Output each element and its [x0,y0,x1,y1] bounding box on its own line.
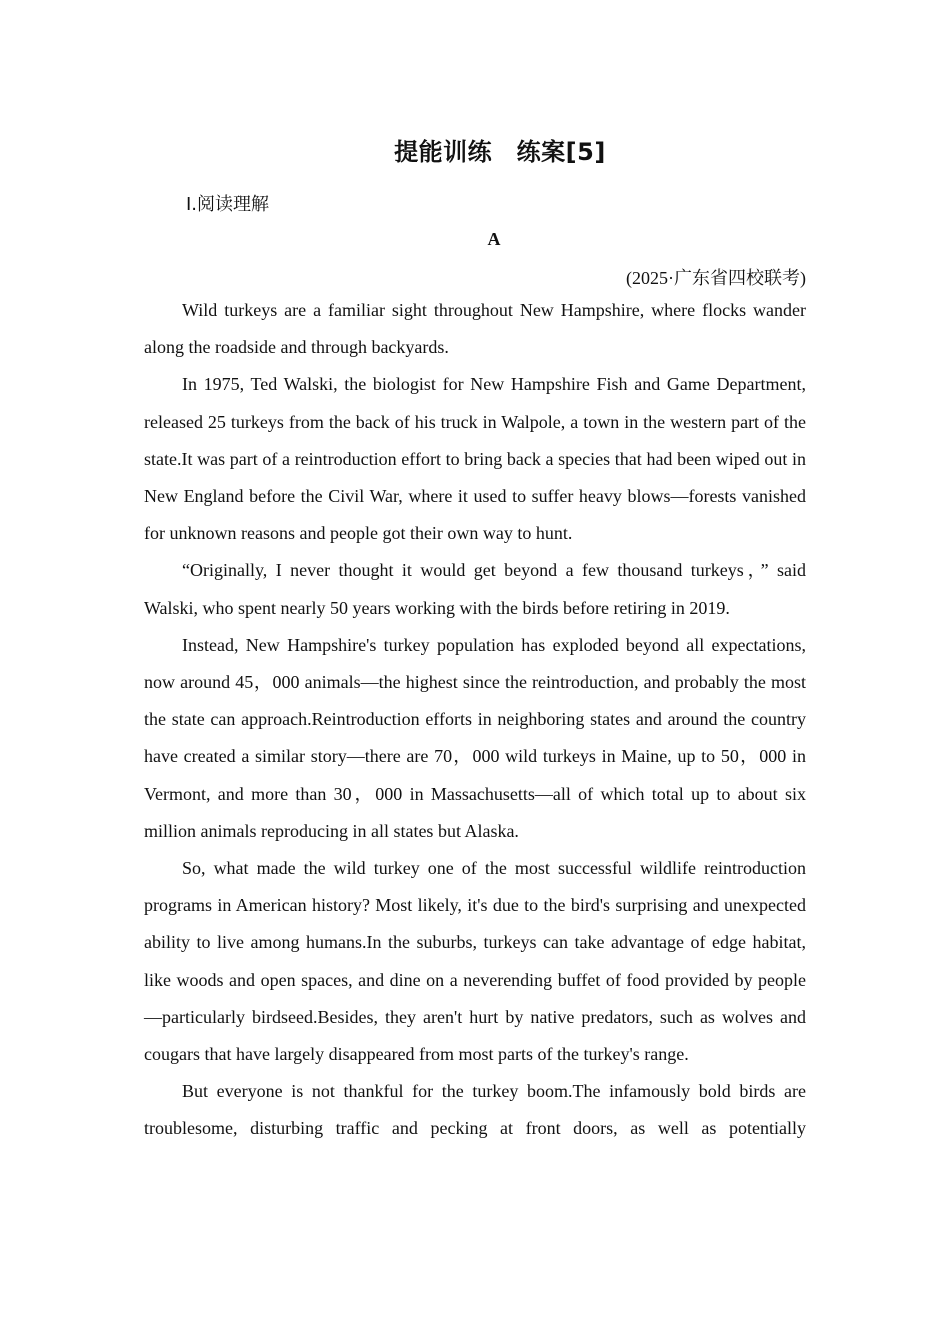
passage-body [144,292,806,1148]
paragraph: But everyone is not thankful for the turkey boom.The infamously bold birds are troublesome, disturbing traffic and pecking at front doors, as well as potentially [144,1081,806,1139]
paragraph: So, what made the wild turkey one of the most successful wildlife reintroduction programs in American history? Most likely, it's due to the bird's surprising and unexpected ability to live among humans.In the suburbs, turkeys can take advantage of edge habitat, like woods and open spaces, and dine on a neverending buffet of food provided by people—particularly birdseed.Besides, they aren't hurt by native predators, such as wolves and cougars that have largely disappeared from most parts of the turkey's range. [144,858,806,1065]
source-citation: (2025·广东省四校联考) [626,268,806,288]
paragraph: Instead, New Hampshire's turkey population has exploded beyond all expectations, now around 45，000 animals—the highest since the reintroduction, and probably the most the state can approach.Reintroduction efforts in neighboring states and around the country have created a similar story—there are 70，000 wild turkeys in Maine, up to 50，000 in Vermont, and more than 30，000 in Massachusetts—all of which total up to about six million animals reproducing in all states but Alaska. [144,634,806,841]
paragraph: Wild turkeys are a familiar sight throughout New Hampshire, where flocks wander along the roadside and through backyards. [144,300,806,358]
page-title: 提能训练 练案[5] [394,138,606,166]
paragraph: In 1975, Ted Walski, the biologist for New Hampshire Fish and Game Department, released 25 turkeys from the back of his truck in Walpole, a town in the western part of the state.It was part of a reintroduction effort to bring back a species that had been wiped out in New England before the Civil War, where it used to suffer heavy blows—forests vanished for unknown reasons and people got their own way to hunt. [144,374,806,544]
paragraph: “Originally, I never thought it would get beyond a few thousand turkeys，” said Walski, who spent nearly 50 years working with the birds before retiring in 2019. [144,560,806,618]
passage-label: A [487,229,501,249]
section-heading: Ⅰ.阅读理解 [186,194,270,215]
